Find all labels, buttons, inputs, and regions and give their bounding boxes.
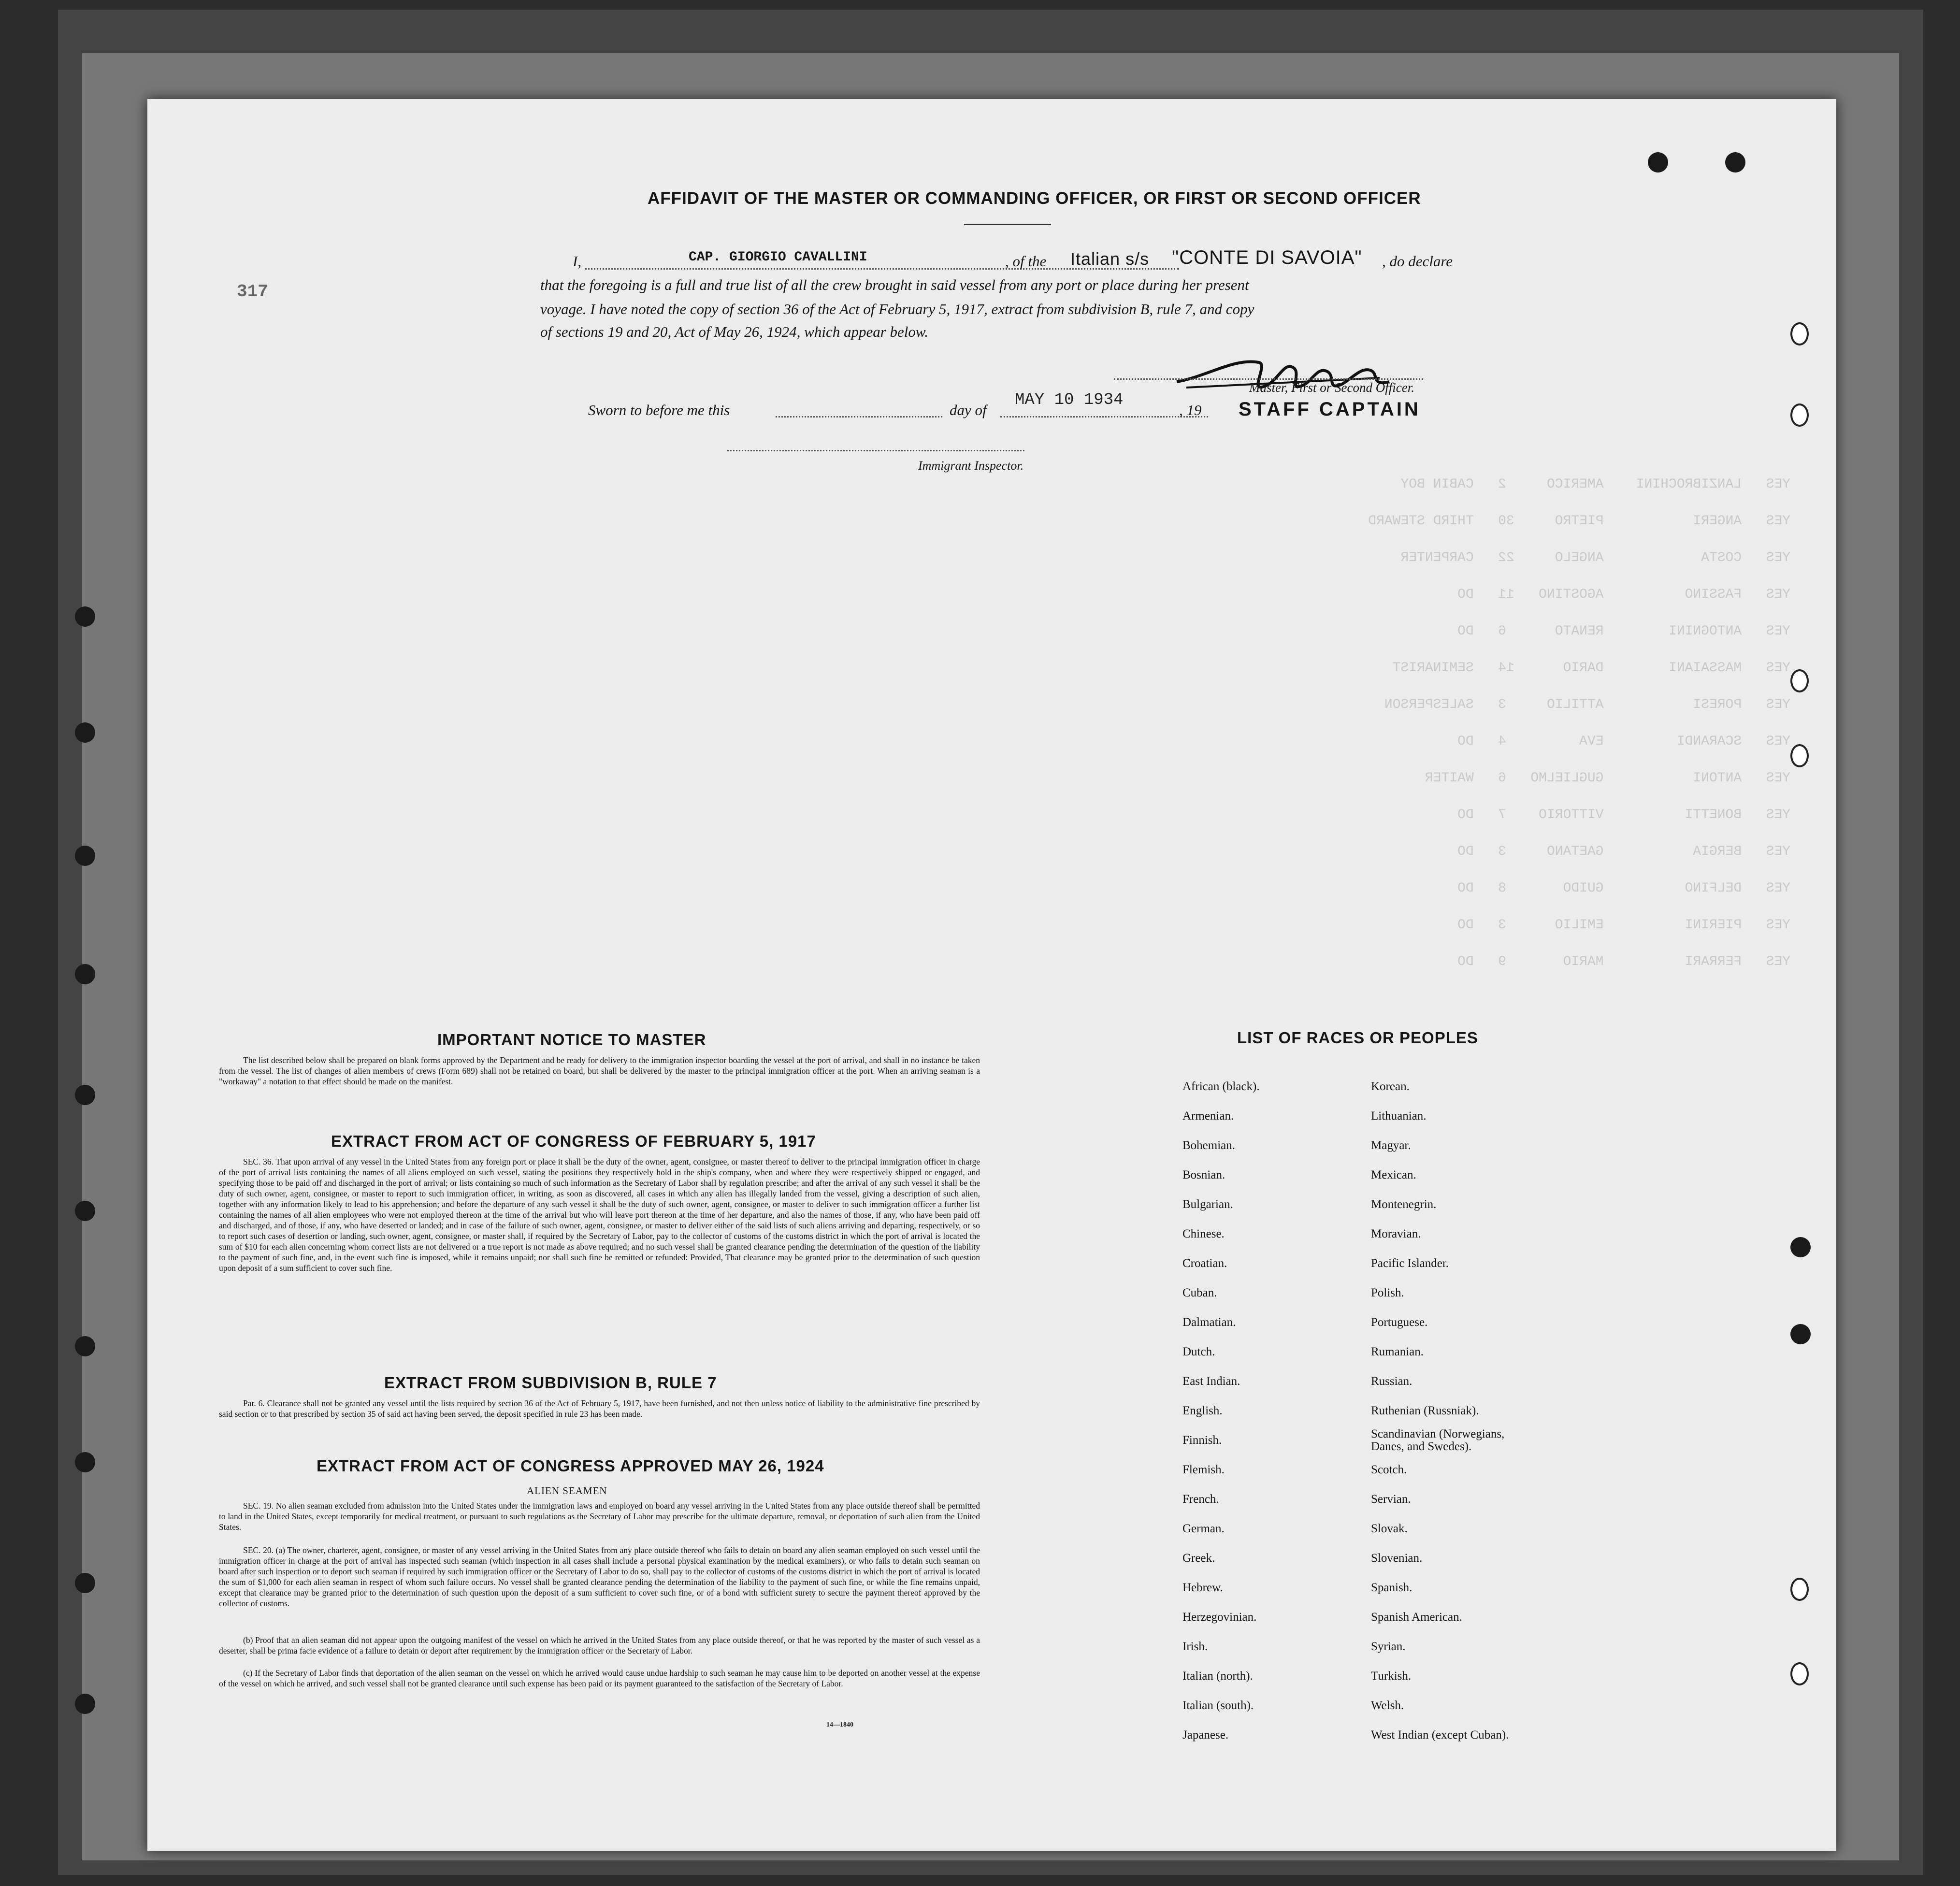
affidavit-body-line1: that the foregoing is a full and true list of all the crew brought in said vessel from any port or place during her present	[540, 276, 1249, 293]
binder-hole	[1790, 403, 1809, 427]
vessel-prefix: Italian s/s	[1070, 249, 1150, 269]
rule7-title: EXTRACT FROM SUBDIVISION B, RULE 7	[384, 1374, 717, 1392]
race-item: Cuban.	[1182, 1286, 1217, 1299]
race-item: Pacific Islander.	[1371, 1257, 1449, 1270]
notice-text: The list described below shall be prepared on blank forms approved by the Department and be ready for delivery to the immigration inspector boarding the vessel at the port of arrival, and shall in no instance be taken from the vessel. The list of changes of alien members of crews (Form 689) shall not be retained on board, but shall be delivered by the master to the principal immigration officer at the port. When an arriving seaman is a "workaway" a notation to that effect should be made on the manifest.	[219, 1055, 980, 1086]
sworn-label: Sworn to before me this	[588, 402, 730, 418]
race-item: Slovenian.	[1371, 1552, 1423, 1565]
race-item: Greek.	[1182, 1552, 1215, 1565]
race-item: Italian (north).	[1182, 1670, 1253, 1683]
race-item: Magyar.	[1371, 1139, 1411, 1152]
notice-title: IMPORTANT NOTICE TO MASTER	[437, 1031, 706, 1049]
race-item: Flemish.	[1182, 1463, 1225, 1476]
day-of-label: day of	[950, 402, 987, 418]
race-item: Scotch.	[1371, 1463, 1407, 1476]
signature-caption: Master, First or Second Officer.	[1249, 380, 1414, 395]
year-prefix: , 19	[1179, 402, 1202, 418]
binder-hole	[1648, 152, 1668, 173]
race-item: West Indian (except Cuban).	[1371, 1728, 1509, 1742]
binder-hole	[75, 1694, 95, 1714]
race-item: Herzegovinian.	[1182, 1611, 1257, 1624]
rule7-text: Par. 6. Clearance shall not be granted any vessel until the lists required by section 36 of the Act of February 5, 1917, have been furnished, and not then unless notice of liability to the administrative fine prescribed by said section or to that prescribed by section 35 of said act having been served, the deposit specified in rule 23 has been made.	[219, 1398, 980, 1419]
race-item: Welsh.	[1371, 1699, 1404, 1712]
race-item: Japanese.	[1182, 1728, 1229, 1742]
race-item: Scandinavian (Norwegians, Danes, and Swedes).	[1371, 1427, 1505, 1453]
master-name: CAP. GIORGIO CAVALLINI	[689, 250, 867, 265]
declare-label: , do declare	[1382, 253, 1453, 270]
binder-hole	[75, 1085, 95, 1105]
binder-hole	[75, 606, 95, 627]
races-title: LIST OF RACES OR PEOPLES	[1237, 1029, 1478, 1047]
date-stamp: MAY 10 1934	[1015, 391, 1124, 409]
race-item: Rumanian.	[1371, 1345, 1424, 1358]
race-item: Bulgarian.	[1182, 1198, 1233, 1211]
extract-1924-title: EXTRACT FROM ACT OF CONGRESS APPROVED MAY 26, 1924	[317, 1457, 824, 1475]
binder-hole	[75, 1336, 95, 1356]
binder-hole	[1790, 744, 1809, 767]
race-item: Moravian.	[1371, 1227, 1421, 1240]
extract-1924-sec20c: (c) If the Secretary of Labor finds that deportation of the alien seaman on the vessel on which he arrived would cause undue hardship to such seaman he may cause him to be deported on another vessel at the expense of the vessel on which he arrived, and such vessel shall not be granted clearance until such expense has been paid or its payment guaranteed to the satisfaction of the Secretary of Labor.	[219, 1668, 980, 1688]
race-item: German.	[1182, 1522, 1225, 1535]
race-item: African (black).	[1182, 1080, 1260, 1093]
sworn-month-line	[1000, 416, 1208, 418]
race-item: Bosnian.	[1182, 1168, 1225, 1181]
race-item: Spanish.	[1371, 1581, 1412, 1594]
inspector-line	[727, 450, 1024, 451]
rank-stamp: STAFF CAPTAIN	[1239, 399, 1421, 420]
race-item: Syrian.	[1371, 1640, 1406, 1653]
binder-hole	[1790, 669, 1809, 692]
race-item: Dalmatian.	[1182, 1316, 1236, 1329]
affidavit-body-line2: voyage. I have noted the copy of section 36 of the Act of February 5, 1917, extract from subdivision B, rule 7, and copy	[540, 301, 1254, 317]
binder-hole	[1790, 1237, 1811, 1257]
race-item: Lithuanian.	[1371, 1109, 1427, 1123]
extract-1924-sec20b: (b) Proof that an alien seaman did not appear upon the outgoing manifest of the vessel on which he arrived in the United States from any place outside thereof, or that he was reported by the master of such vessel as a deserter, shall be prima facie evidence of a failure to detain or deport after requirement by the immigration officer or the Secretary of Labor.	[219, 1635, 980, 1656]
extract-1924-sec19: SEC. 19. No alien seaman excluded from admission into the United States under the immigration laws and employed on board any vessel arriving in the United States from any place outside thereof shall be permitted to land in the United States, except temporarily for medical treatment, or pursuant to such regulations as the Secretary of Labor may prescribe for the ultimate departure, removal, or deportation of such alien from the United States.	[219, 1501, 980, 1532]
binder-hole	[75, 1573, 95, 1593]
form-number: 14—1840	[826, 1721, 853, 1728]
race-item: Ruthenian (Russniak).	[1371, 1404, 1479, 1417]
binder-hole	[75, 1452, 95, 1472]
title-underline	[964, 224, 1051, 225]
affidavit-body-line3: of sections 19 and 20, Act of May 26, 1924, which appear below.	[540, 323, 929, 340]
affiant-pronoun: I,	[573, 253, 582, 270]
race-item: Servian.	[1371, 1493, 1411, 1506]
binder-hole	[1790, 1578, 1809, 1601]
binder-hole	[1790, 322, 1809, 346]
race-item: Korean.	[1371, 1080, 1410, 1093]
race-item: East Indian.	[1182, 1375, 1240, 1388]
binder-hole	[1790, 1662, 1809, 1685]
signature-line	[1114, 378, 1423, 380]
race-item: Russian.	[1371, 1375, 1412, 1388]
extract-1917-title: EXTRACT FROM ACT OF CONGRESS OF FEBRUARY 5, 1917	[331, 1132, 816, 1150]
race-item: English.	[1182, 1404, 1223, 1417]
race-item: Finnish.	[1182, 1434, 1222, 1447]
binder-hole	[1790, 1324, 1811, 1344]
of-the-label: , of the	[1005, 253, 1047, 270]
bleed-through-text: YES LANZIBROCHINI AMERICO 2 CABIN BOY YES ANGERI PIETRO 30 THIRD STEWARD YES COSTA ANGELO 22 CARPENTER YES FASSINO AGOSTINO 11 DO YES ANTOGNINI RENATO 6 DO YES MASSAIANI DARIO 14 SEMINARIST YES PORESI ATTILIO 3 SALESPERSON YES SCARANDI EVA 4 DO YES ANTONI GUGLIELMO 6 WAITER YES BONETTI VITTORIO 7 DO YES BERGIA GAETANO 3 DO YES DELFINO GUIDO 8 DO YES PIERINI EMILIO 3 DO YES FERRARI MARIO 9 DO	[1368, 477, 1790, 969]
extract-1917-text: SEC. 36. That upon arrival of any vessel in the United States from any foreign port or place it shall be the duty of the owner, agent, consignee, or master thereof to deliver to the principal immigration officer in charge of the port of arrival lists containing the names of all aliens employed on such vessel, stating the positions they respectively hold in the ship's company, when and where they were respectively shipped or engaged, and specifying those to be paid off and discharged in the port of arrival; or lists containing so much of such information as the Secretary of Labor shall by regulation prescribe; and after the arrival of any such vessel it shall be the duty of such owner, agent, consignee, or master to report to such immigration officer, in writing, as soon as discovered, all cases in which any alien has illegally landed from the vessel, giving a description of such alien, together with any information likely to lead to his apprehension; and before the departure of any such vessel it shall be the duty of such owner, agent, consignee, or master to deliver to such immigration officer a further list containing the names of all alien employees who were not employed thereon at the time of the arrival but who will leave port thereon at the time of her departure, and also the names of those, if any, who have been paid off and discharged, and of those, if any, who have deserted or landed; and in case of the failure of such owner, agent, consignee, or master to deliver either of the said lists of such aliens arriving and departing, respectively, or so to report such cases of desertion or landing, such owner, agent, consignee, or master shall, if required by the Secretary of Labor, pay to the collector of customs of the customs district in which the port of arrival is located the sum of $10 for each alien concerning whom correct lists are not delivered or a true report is not made as above required; and no such vessel shall be granted clearance pending the determination of the question of the liability to the payment of such fine, and, in the event such fine is imposed, while it remains unpaid; nor shall such fine be remitted or refunded: Provided, That clearance may be granted prior to the determination of such question upon deposit of a sum sufficient to cover such fine.	[219, 1157, 980, 1273]
margin-mark: 317	[237, 282, 268, 302]
race-item: Italian (south).	[1182, 1699, 1254, 1712]
race-item: Mexican.	[1371, 1168, 1416, 1181]
race-item: Slovak.	[1371, 1522, 1408, 1535]
race-item: Turkish.	[1371, 1670, 1412, 1683]
binder-hole	[75, 964, 95, 984]
binder-hole	[75, 1201, 95, 1221]
inspector-caption: Immigrant Inspector.	[918, 459, 1024, 473]
binder-hole	[75, 846, 95, 866]
race-item: Dutch.	[1182, 1345, 1215, 1358]
affidavit-title: AFFIDAVIT OF THE MASTER OR COMMANDING OFFICER, OR FIRST OR SECOND OFFICER	[648, 189, 1421, 208]
race-item: Irish.	[1182, 1640, 1208, 1653]
vessel-name: "CONTE DI SAVOIA"	[1172, 247, 1362, 268]
binder-hole	[75, 722, 95, 743]
race-item: Hebrew.	[1182, 1581, 1223, 1594]
affidavit-sheet	[147, 99, 1836, 1851]
race-item: Polish.	[1371, 1286, 1404, 1299]
race-item: French.	[1182, 1493, 1219, 1506]
race-item: Chinese.	[1182, 1227, 1225, 1240]
race-item: Bohemian.	[1182, 1139, 1236, 1152]
sworn-day-line	[776, 416, 942, 418]
binder-hole	[1725, 152, 1745, 173]
extract-1924-subtitle: ALIEN SEAMEN	[527, 1485, 607, 1497]
extract-1924-sec20a: SEC. 20. (a) The owner, charterer, agent, consignee, or master of any vessel arriving in the United States from any place outside thereof who fails to detain on board any alien seaman employed on such vessel until the immigration officer in charge at the port of arrival has inspected such seaman (which inspection in all cases shall include a personal physical examination by the medical examiners), or who fails to detain such seaman on board after such inspection or to deport such seaman if required by such immigration officer or the Secretary of Labor to do so, shall pay to the collector of customs of the customs district in which the port of arrival is located the sum of $1,000 for each alien seaman in respect of whom such failure occurs. No vessel shall be granted clearance pending the determination of the liability to the payment of such fine, or while the fine remains unpaid, except that clearance may be granted prior to the determination of such question upon the deposit of a sum sufficient to cover such fine, or of a bond with sufficient surety to secure the payment thereof approved by the collector of customs.	[219, 1545, 980, 1608]
race-item: Croatian.	[1182, 1257, 1227, 1270]
race-item: Montenegrin.	[1371, 1198, 1437, 1211]
race-item: Portuguese.	[1371, 1316, 1428, 1329]
race-item: Armenian.	[1182, 1109, 1234, 1123]
race-item: Spanish American.	[1371, 1611, 1462, 1624]
